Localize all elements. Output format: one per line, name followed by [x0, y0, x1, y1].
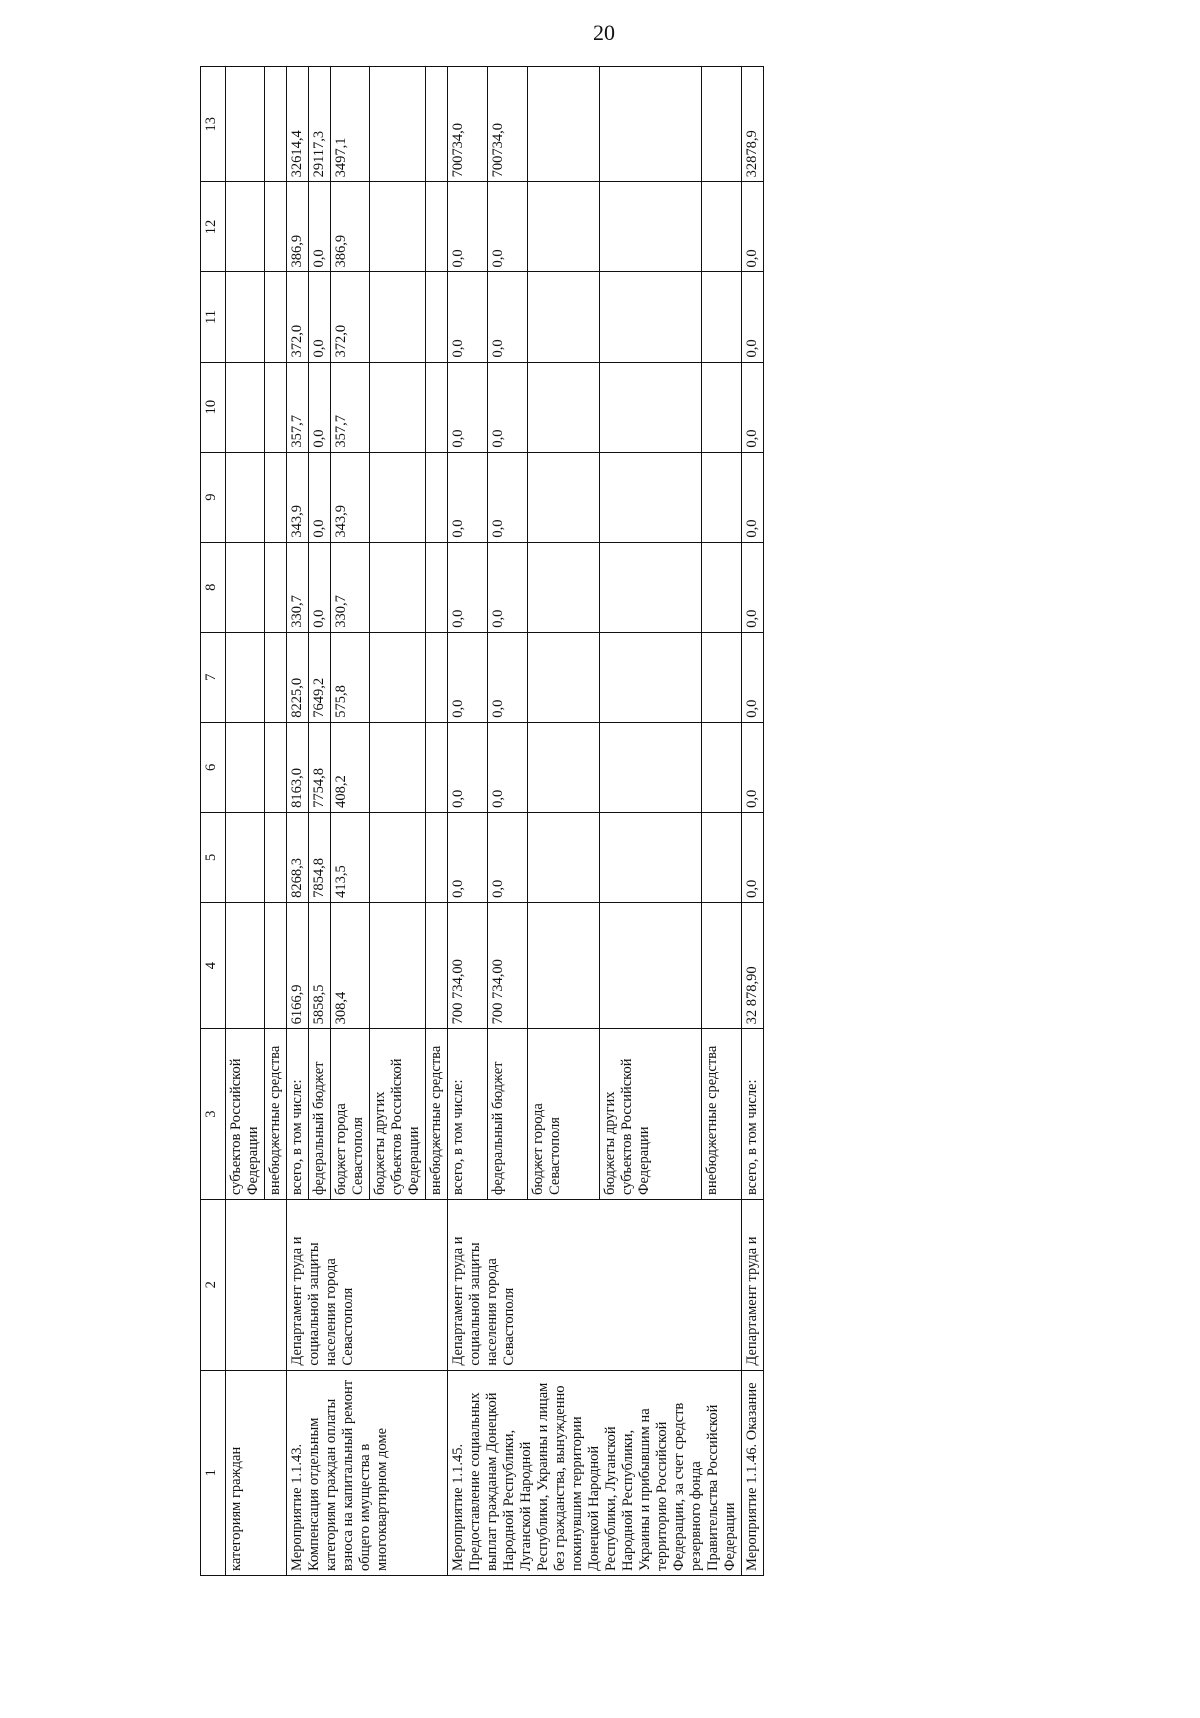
value-cell [226, 272, 265, 362]
value-cell: 0,0 [742, 182, 764, 272]
value-cell [528, 812, 599, 902]
column-header: 6 [201, 722, 226, 812]
value-cell [226, 362, 265, 452]
column-header: 3 [201, 1029, 226, 1200]
value-cell [265, 67, 287, 182]
column-header: 11 [201, 272, 226, 362]
value-cell [426, 272, 448, 362]
value-cell [370, 632, 426, 722]
measure-name-cell: Мероприятие 1.1.46. Оказание [742, 1370, 764, 1575]
value-cell: 0,0 [488, 812, 528, 902]
value-cell [265, 182, 287, 272]
column-header: 8 [201, 542, 226, 632]
value-cell [701, 812, 741, 902]
value-cell [265, 722, 287, 812]
value-cell: 6166,9 [287, 902, 309, 1028]
value-cell: 0,0 [742, 452, 764, 542]
value-cell [426, 542, 448, 632]
value-cell: 0,0 [309, 182, 331, 272]
value-cell: 700 734,00 [448, 902, 488, 1028]
executor-cell: Департамент труда и [742, 1199, 764, 1370]
value-cell [370, 542, 426, 632]
value-cell: 372,0 [287, 272, 309, 362]
value-cell [426, 362, 448, 452]
table-row [742, 67, 764, 1576]
value-cell: 308,4 [331, 902, 370, 1028]
value-cell: 413,5 [331, 812, 370, 902]
value-cell: 0,0 [488, 362, 528, 452]
header-row [201, 67, 226, 1576]
value-cell: 0,0 [488, 452, 528, 542]
column-header: 9 [201, 452, 226, 542]
value-cell: 0,0 [448, 632, 488, 722]
value-cell: 0,0 [448, 362, 488, 452]
value-cell: 357,7 [287, 362, 309, 452]
value-cell: 700734,0 [448, 67, 488, 182]
value-cell [528, 362, 599, 452]
value-cell [528, 272, 599, 362]
value-cell: 0,0 [309, 452, 331, 542]
value-cell: 330,7 [331, 542, 370, 632]
value-cell: 7754,8 [309, 722, 331, 812]
value-cell [701, 362, 741, 452]
value-cell: 0,0 [742, 272, 764, 362]
measure-name-cell: Мероприятие 1.1.43. Компенсация отдельным категориям граждан оплаты взноса на капитальный ремонт общего имущества в многоквартирном доме [287, 1370, 448, 1575]
table-row [226, 67, 265, 1576]
budget-table [200, 66, 764, 1576]
value-cell [265, 902, 287, 1028]
column-header: 7 [201, 632, 226, 722]
value-cell [226, 902, 265, 1028]
value-cell [226, 452, 265, 542]
funding-source-cell: внебюджетные средства [265, 1029, 287, 1200]
value-cell: 8225,0 [287, 632, 309, 722]
column-header: 5 [201, 812, 226, 902]
value-cell: 0,0 [448, 542, 488, 632]
value-cell [528, 542, 599, 632]
value-cell: 0,0 [309, 362, 331, 452]
funding-source-cell: бюджеты других субъектов Российской Федерации [599, 1029, 701, 1200]
value-cell [701, 272, 741, 362]
value-cell [701, 452, 741, 542]
value-cell [426, 452, 448, 542]
value-cell: 575,8 [331, 632, 370, 722]
value-cell [599, 722, 701, 812]
value-cell [701, 67, 741, 182]
value-cell [226, 542, 265, 632]
measure-name-cell: категориям граждан [226, 1370, 287, 1575]
value-cell: 0,0 [742, 632, 764, 722]
column-header: 13 [201, 67, 226, 182]
value-cell [599, 182, 701, 272]
value-cell: 32614,4 [287, 67, 309, 182]
value-cell: 0,0 [488, 182, 528, 272]
value-cell: 32878,9 [742, 67, 764, 182]
value-cell [599, 452, 701, 542]
value-cell: 8163,0 [287, 722, 309, 812]
value-cell: 0,0 [488, 542, 528, 632]
value-cell [370, 722, 426, 812]
value-cell [426, 182, 448, 272]
value-cell [370, 182, 426, 272]
column-header: 10 [201, 362, 226, 452]
funding-source-cell: внебюджетные средства [701, 1029, 741, 1200]
value-cell: 0,0 [488, 272, 528, 362]
value-cell: 700 734,00 [488, 902, 528, 1028]
funding-source-cell: всего, в том числе: [742, 1029, 764, 1200]
value-cell: 0,0 [309, 542, 331, 632]
value-cell [599, 362, 701, 452]
value-cell [701, 182, 741, 272]
value-cell: 0,0 [448, 722, 488, 812]
value-cell [265, 452, 287, 542]
value-cell [265, 362, 287, 452]
value-cell: 8268,3 [287, 812, 309, 902]
value-cell [265, 272, 287, 362]
value-cell [426, 722, 448, 812]
value-cell: 3497,1 [331, 67, 370, 182]
column-header: 12 [201, 182, 226, 272]
value-cell: 0,0 [448, 452, 488, 542]
funding-source-cell: федеральный бюджет [488, 1029, 528, 1200]
funding-source-cell: бюджеты других субъектов Российской Федерации [370, 1029, 426, 1200]
funding-source-cell: всего, в том числе: [287, 1029, 309, 1200]
value-cell [370, 452, 426, 542]
value-cell [265, 542, 287, 632]
value-cell: 357,7 [331, 362, 370, 452]
value-cell [265, 632, 287, 722]
page-number: 20 [593, 20, 615, 45]
value-cell: 343,9 [287, 452, 309, 542]
value-cell [599, 632, 701, 722]
value-cell [265, 812, 287, 902]
rotated-table-container [200, 66, 1186, 1576]
value-cell [370, 902, 426, 1028]
value-cell: 0,0 [448, 272, 488, 362]
value-cell: 386,9 [287, 182, 309, 272]
value-cell: 343,9 [331, 452, 370, 542]
executor-cell: Департамент труда и социальной защиты населения города Севастополя [448, 1199, 742, 1370]
measure-name-cell: Мероприятие 1.1.45. Предоставление социальных выплат гражданам Донецкой Народной Республики, Луганской Народной Республики, Украины и лицам без гражданства, вынужденно покинувшим территории Донецкой Народной Республики, Луганской Народной Республики, Украины и прибывшим на территорию Российской Федерации, за счет средств резервного фонда Правительства Российской Федерации [448, 1370, 742, 1575]
value-cell [370, 67, 426, 182]
value-cell [599, 67, 701, 182]
value-cell: 0,0 [742, 812, 764, 902]
value-cell: 700734,0 [488, 67, 528, 182]
value-cell [226, 812, 265, 902]
value-cell [701, 902, 741, 1028]
value-cell [370, 812, 426, 902]
column-header: 4 [201, 902, 226, 1028]
value-cell [226, 722, 265, 812]
value-cell: 0,0 [742, 362, 764, 452]
value-cell [528, 182, 599, 272]
funding-source-cell: субъектов Российской Федерации [226, 1029, 265, 1200]
value-cell: 5858,5 [309, 902, 331, 1028]
value-cell [701, 722, 741, 812]
value-cell [370, 362, 426, 452]
value-cell: 0,0 [488, 632, 528, 722]
funding-source-cell: федеральный бюджет [309, 1029, 331, 1200]
value-cell: 0,0 [742, 542, 764, 632]
value-cell [599, 902, 701, 1028]
value-cell: 0,0 [448, 812, 488, 902]
value-cell [528, 67, 599, 182]
value-cell: 372,0 [331, 272, 370, 362]
table-row [448, 67, 488, 1576]
value-cell: 0,0 [488, 722, 528, 812]
value-cell [599, 272, 701, 362]
value-cell: 7649,2 [309, 632, 331, 722]
table-row [287, 67, 309, 1576]
value-cell [528, 722, 599, 812]
value-cell [426, 632, 448, 722]
value-cell [370, 272, 426, 362]
value-cell [426, 812, 448, 902]
value-cell [528, 452, 599, 542]
value-cell: 330,7 [287, 542, 309, 632]
value-cell: 7854,8 [309, 812, 331, 902]
value-cell [528, 902, 599, 1028]
column-header: 1 [201, 1370, 226, 1575]
value-cell [701, 632, 741, 722]
value-cell: 32 878,90 [742, 902, 764, 1028]
value-cell [426, 902, 448, 1028]
value-cell [599, 542, 701, 632]
value-cell: 0,0 [742, 722, 764, 812]
value-cell [226, 182, 265, 272]
executor-cell [226, 1199, 287, 1370]
executor-cell: Департамент труда и социальной защиты населения города Севастополя [287, 1199, 448, 1370]
column-header: 2 [201, 1199, 226, 1370]
value-cell [426, 67, 448, 182]
table-body [226, 67, 764, 1576]
value-cell: 0,0 [448, 182, 488, 272]
funding-source-cell: всего, в том числе: [448, 1029, 488, 1200]
funding-source-cell: внебюджетные средства [426, 1029, 448, 1200]
funding-source-cell: бюджет города Севастополя [528, 1029, 599, 1200]
funding-source-cell: бюджет города Севастополя [331, 1029, 370, 1200]
value-cell: 29117,3 [309, 67, 331, 182]
value-cell: 0,0 [309, 272, 331, 362]
value-cell [701, 542, 741, 632]
value-cell [226, 67, 265, 182]
value-cell [528, 632, 599, 722]
value-cell: 386,9 [331, 182, 370, 272]
value-cell: 408,2 [331, 722, 370, 812]
value-cell [599, 812, 701, 902]
value-cell [226, 632, 265, 722]
